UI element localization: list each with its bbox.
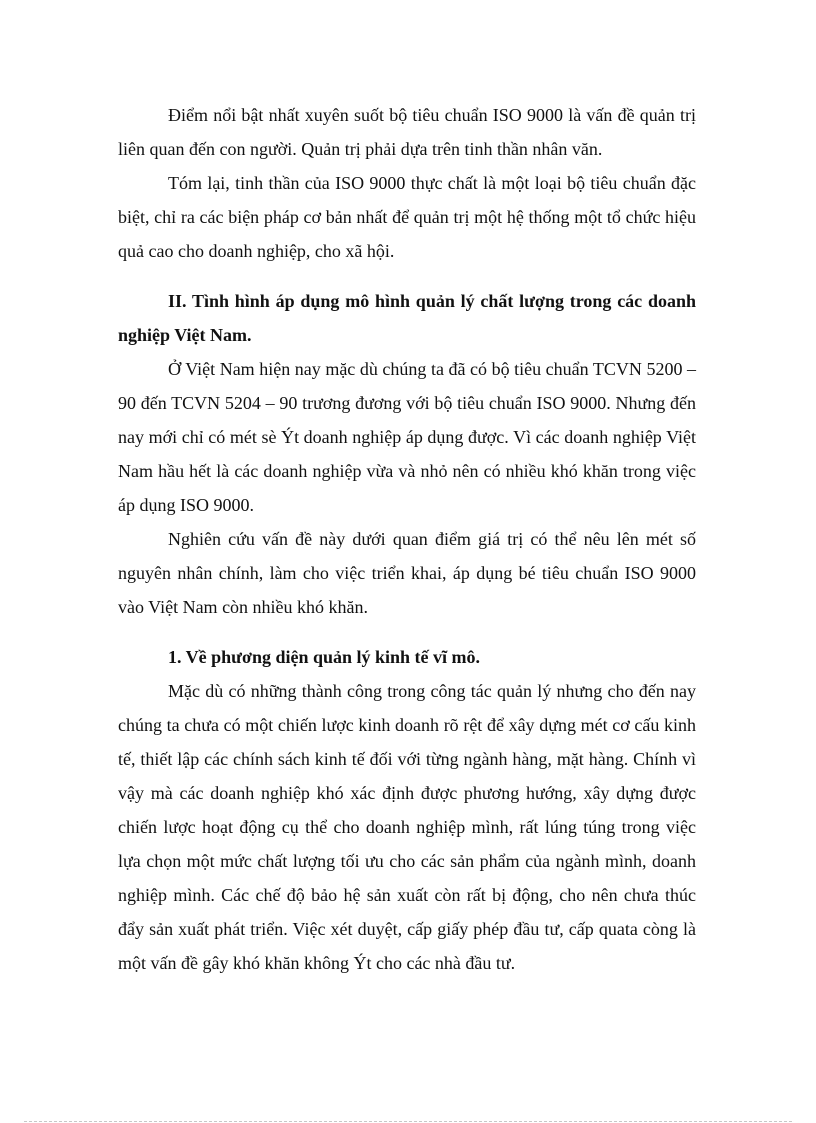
subsection-heading-1: 1. Về phương diện quản lý kinh tế vĩ mô. [168,647,481,667]
paragraph-iso-human-management: Điểm nổi bật nhất xuyên suốt bộ tiêu chuẩn ISO 9000 là vấn đề quản trị liên quan đến con người. Quản trị phải dựa trên tinh thần nhân văn. [118,105,696,159]
paragraph-vietnam-standards: Ở Việt Nam hiện nay mặc dù chúng ta đã có bộ tiêu chuẩn TCVN 5200 – 90 đến TCVN 5204 – 90 trương đương với bộ tiêu chuẩn ISO 9000. Nhưng đến nay mới chỉ có mét sè Ýt doanh nghiệp áp dụng được. Vì các doanh nghiệp Việt Nam hầu hết là các doanh nghiệp vừa và nhỏ nên có nhiều khó khăn trong việc áp dụng ISO 9000. [118,359,696,515]
document-body [118,98,696,980]
paragraph-macro-management: Mặc dù có những thành công trong công tác quản lý nhưng cho đến nay chúng ta chưa có một chiến lược kinh doanh rõ rệt để xây dựng mét cơ cấu kinh tế, thiết lập các chính sách kinh tế đối với từng ngành hàng, mặt hàng. Chính vì vậy mà các doanh nghiệp khó xác định được phương hướng, xây dựng được chiến lược hoạt động cụ thể cho doanh nghiệp mình, rất lúng túng trong việc lựa chọn một mức chất lượng tối ưu cho các sản phẩm của ngành mình, doanh nghiệp mình. Các chế độ bảo hệ sản xuất còn rất bị động, cho nên chưa thúc đẩy sản xuất phát triển. Việc xét duyệt, cấp giấy phép đầu tư, cấp quata còng là một vấn đề gây khó khăn không Ýt cho các nhà đầu tư. [118,681,696,973]
paragraph-research-causes: Nghiên cứu vấn đề này dưới quan điểm giá trị có thể nêu lên mét số nguyên nhân chính, làm cho việc triển khai, áp dụng bé tiêu chuẩn ISO 9000 vào Việt Nam còn nhiều khó khăn. [118,529,696,617]
page-bottom-divider [24,1121,792,1122]
paragraph-iso-summary: Tóm lại, tinh thần của ISO 9000 thực chất là một loại bộ tiêu chuẩn đặc biệt, chỉ ra các biện pháp cơ bản nhất để quản trị một hệ thống một tổ chức hiệu quả cao cho doanh nghiệp, cho xã hội. [118,173,696,261]
section-heading-ii: II. Tình hình áp dụng mô hình quản lý chất lượng trong các doanh nghiệp Việt Nam. [118,291,696,345]
